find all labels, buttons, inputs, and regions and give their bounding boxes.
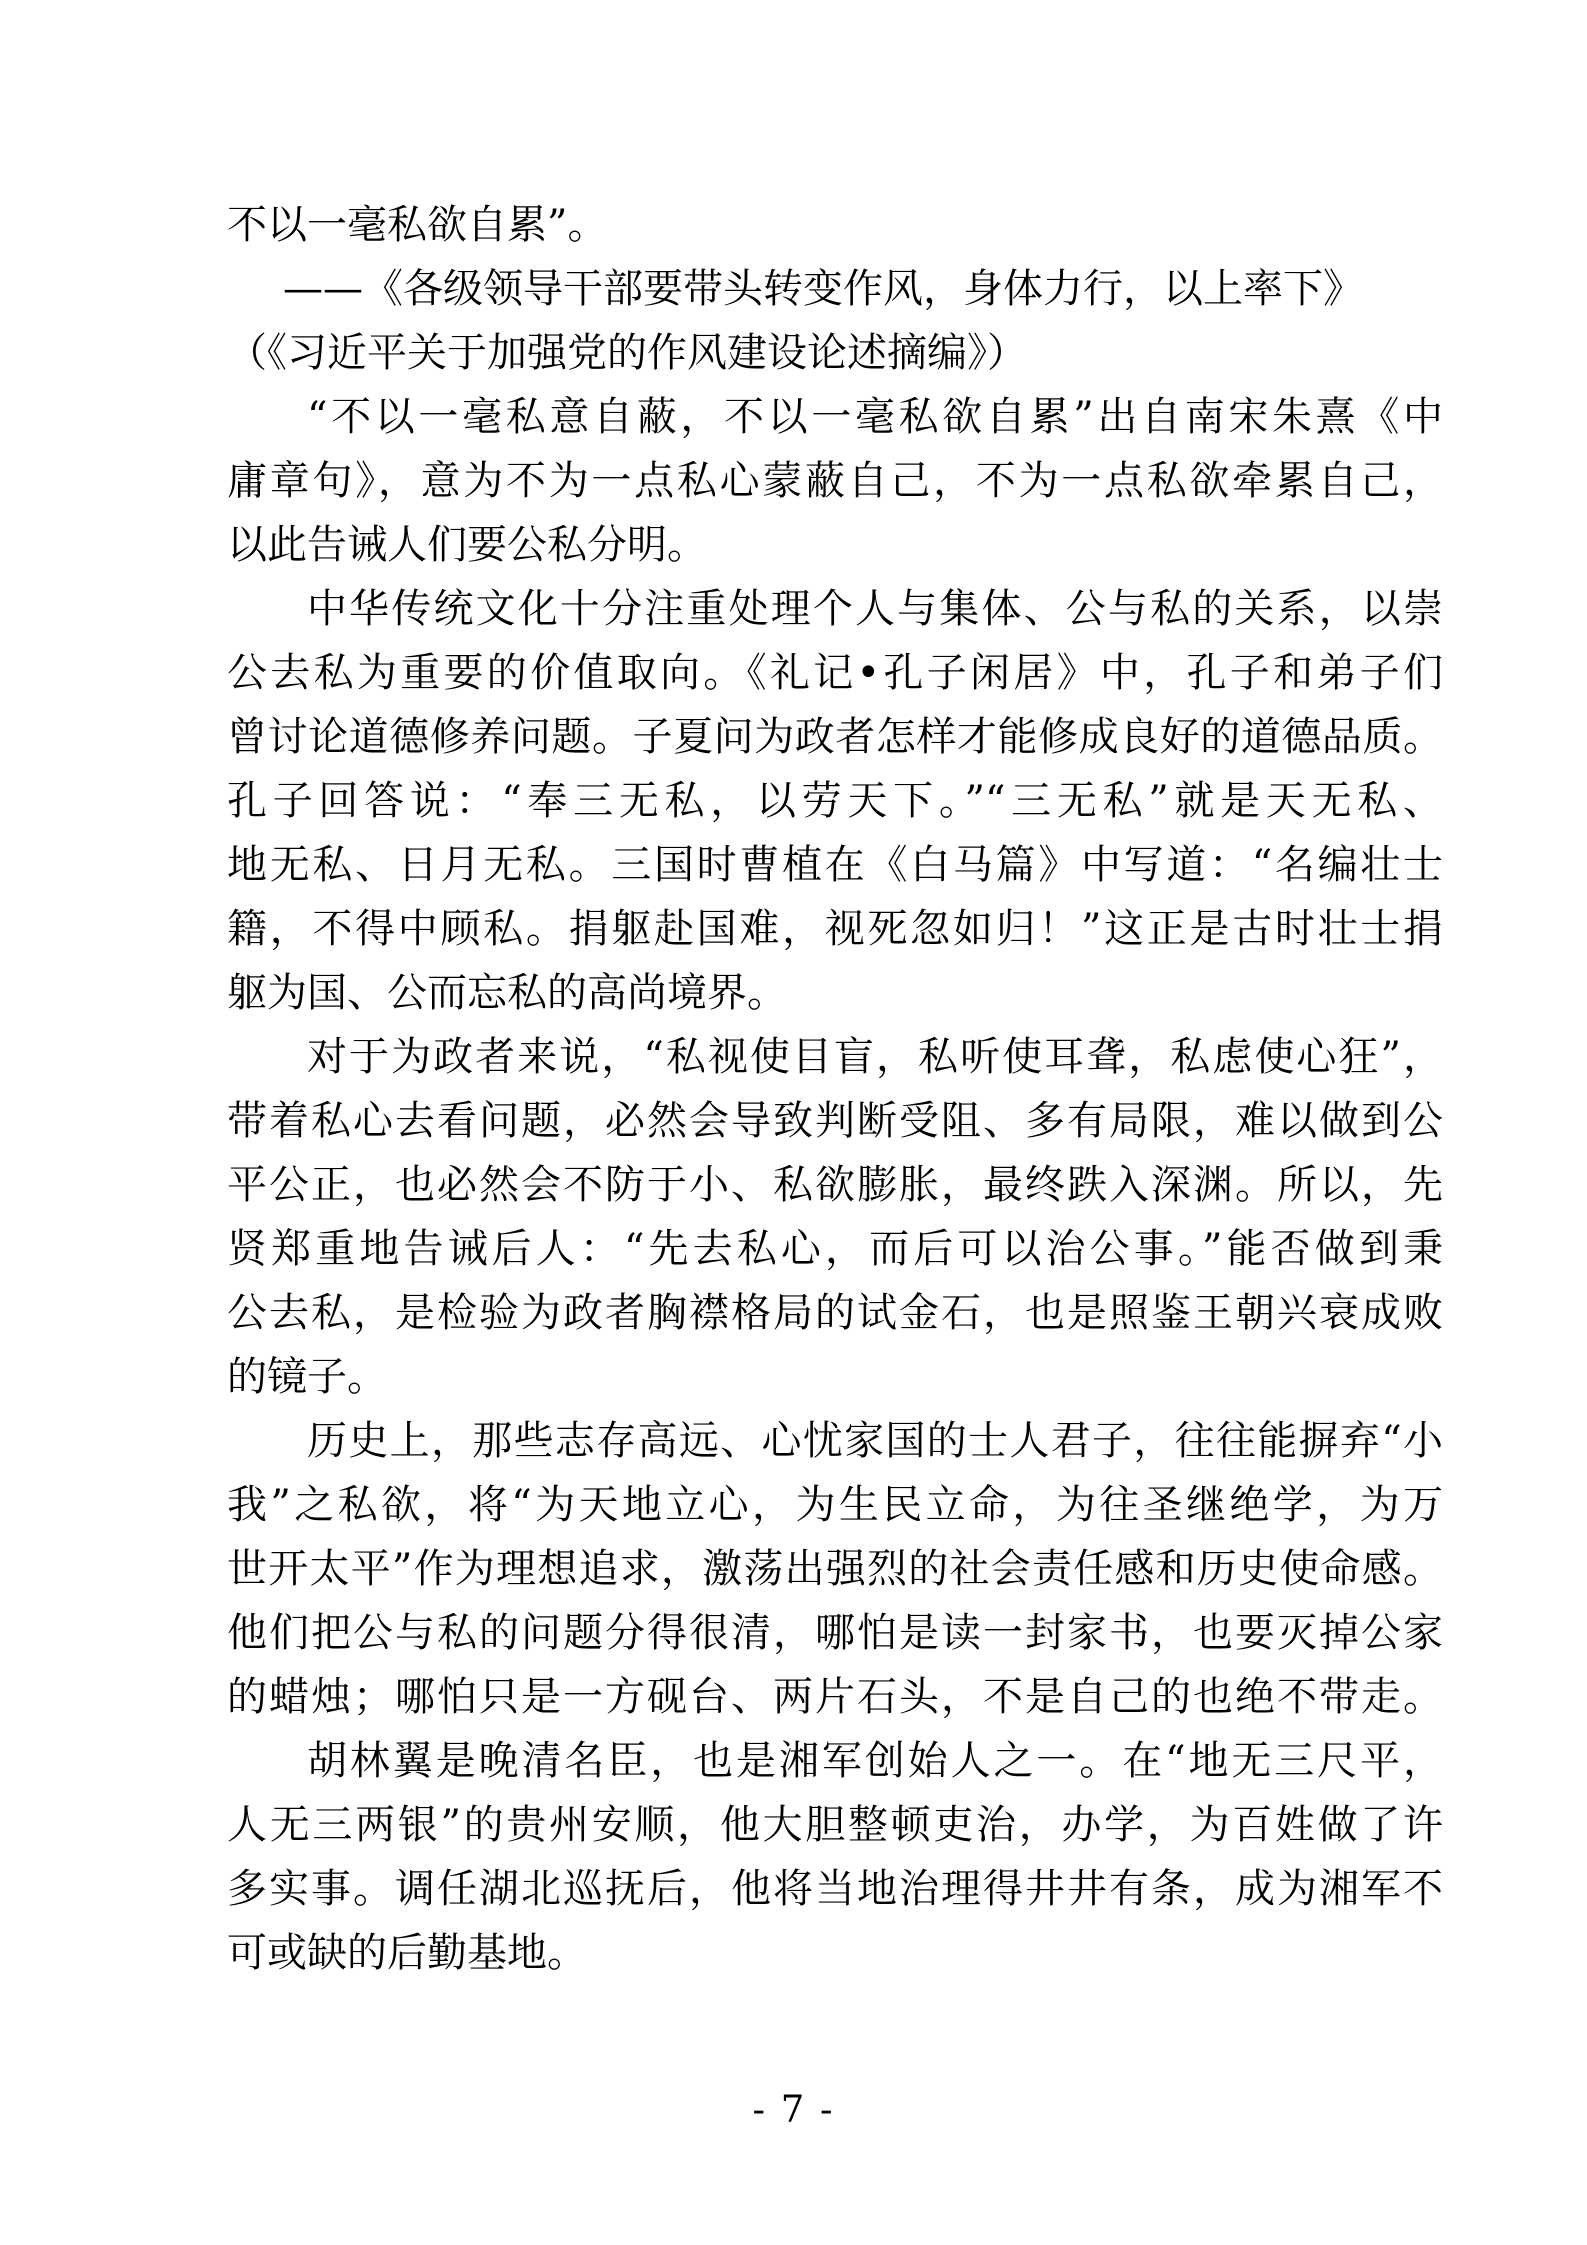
text-line: 曾讨论道德修养问题。子夏问为政者怎样才能修成良好的道德品质。 [227, 714, 1443, 760]
text-line: 可或缺的后勤基地。 [227, 1930, 587, 1976]
text-line: 以此告诫人们要公私分明。 [227, 522, 707, 568]
text-line: 公去私为重要的价值取向。《礼记•孔子闲居》中，孔子和弟子们 [227, 650, 1443, 696]
text-line: 中华传统文化十分注重处理个人与集体、公与私的关系，以崇 [307, 586, 1443, 632]
document-body [227, 193, 1443, 1985]
text-line: 历史上，那些志存高远、心忧家国的士人君子，往往能摒弃“小 [307, 1418, 1443, 1464]
text-line: 多实事。调任湖北巡抚后，他将当地治理得井井有条，成为湘军不 [227, 1866, 1443, 1912]
text-line: 躯为国、公而忘私的高尚境界。 [227, 970, 787, 1016]
text-line: 地无私、日月无私。三国时曹植在《白马篇》中写道：“名编壮士 [227, 842, 1443, 888]
text-line: 籍，不得中顾私。捐躯赴国难，视死忽如归！”这正是古时壮士捐 [227, 906, 1443, 952]
text-line: 孔子回答说：“奉三无私，以劳天下。”“三无私”就是天无私、 [227, 778, 1443, 824]
text-line: 人无三两银”的贵州安顺，他大胆整顿吏治，办学，为百姓做了许 [227, 1802, 1443, 1848]
source-line: （《习近平关于加强党的作风建设论述摘编》） [227, 330, 1027, 376]
text-line: 贤郑重地告诫后人：“先去私心，而后可以治公事。”能否做到秉 [227, 1226, 1443, 1272]
text-line: 不以一毫私欲自累”。 [227, 202, 608, 248]
text-line: 带着私心去看问题，必然会导致判断受阻、多有局限，难以做到公 [227, 1098, 1443, 1144]
text-line: 平公正，也必然会不防于小、私欲膨胀，最终跌入深渊。所以，先 [227, 1162, 1443, 1208]
attribution-line: ——《各级领导干部要带头转变作风，身体力行，以上率下》 [283, 266, 1363, 312]
text-line: 我”之私欲，将“为天地立心，为生民立命，为往圣继绝学，为万 [227, 1482, 1443, 1528]
text-line: 的蜡烛；哪怕只是一方砚台、两片石头，不是自己的也绝不带走。 [227, 1674, 1443, 1720]
text-line: “不以一毫私意自蔽，不以一毫私欲自累”出自南宋朱熹《中 [307, 394, 1443, 440]
text-line: 他们把公与私的问题分得很清，哪怕是读一封家书，也要灭掉公家 [227, 1610, 1443, 1656]
text-line: 世开太平”作为理想追求，激荡出强烈的社会责任感和历史使命感。 [227, 1546, 1443, 1592]
text-line: 公去私，是检验为政者胸襟格局的试金石，也是照鉴王朝兴衰成败 [227, 1290, 1443, 1336]
text-line: 胡林翼是晚清名臣，也是湘军创始人之一。在“地无三尺平， [307, 1738, 1443, 1784]
page-number: - 7 - [752, 2088, 835, 2131]
text-line: 对于为政者来说，“私视使目盲，私听使耳聋，私虑使心狂”， [307, 1034, 1443, 1080]
text-line: 的镜子。 [227, 1354, 387, 1400]
text-line: 庸章句》，意为不为一点私心蒙蔽自己，不为一点私欲牵累自己， [227, 458, 1443, 504]
